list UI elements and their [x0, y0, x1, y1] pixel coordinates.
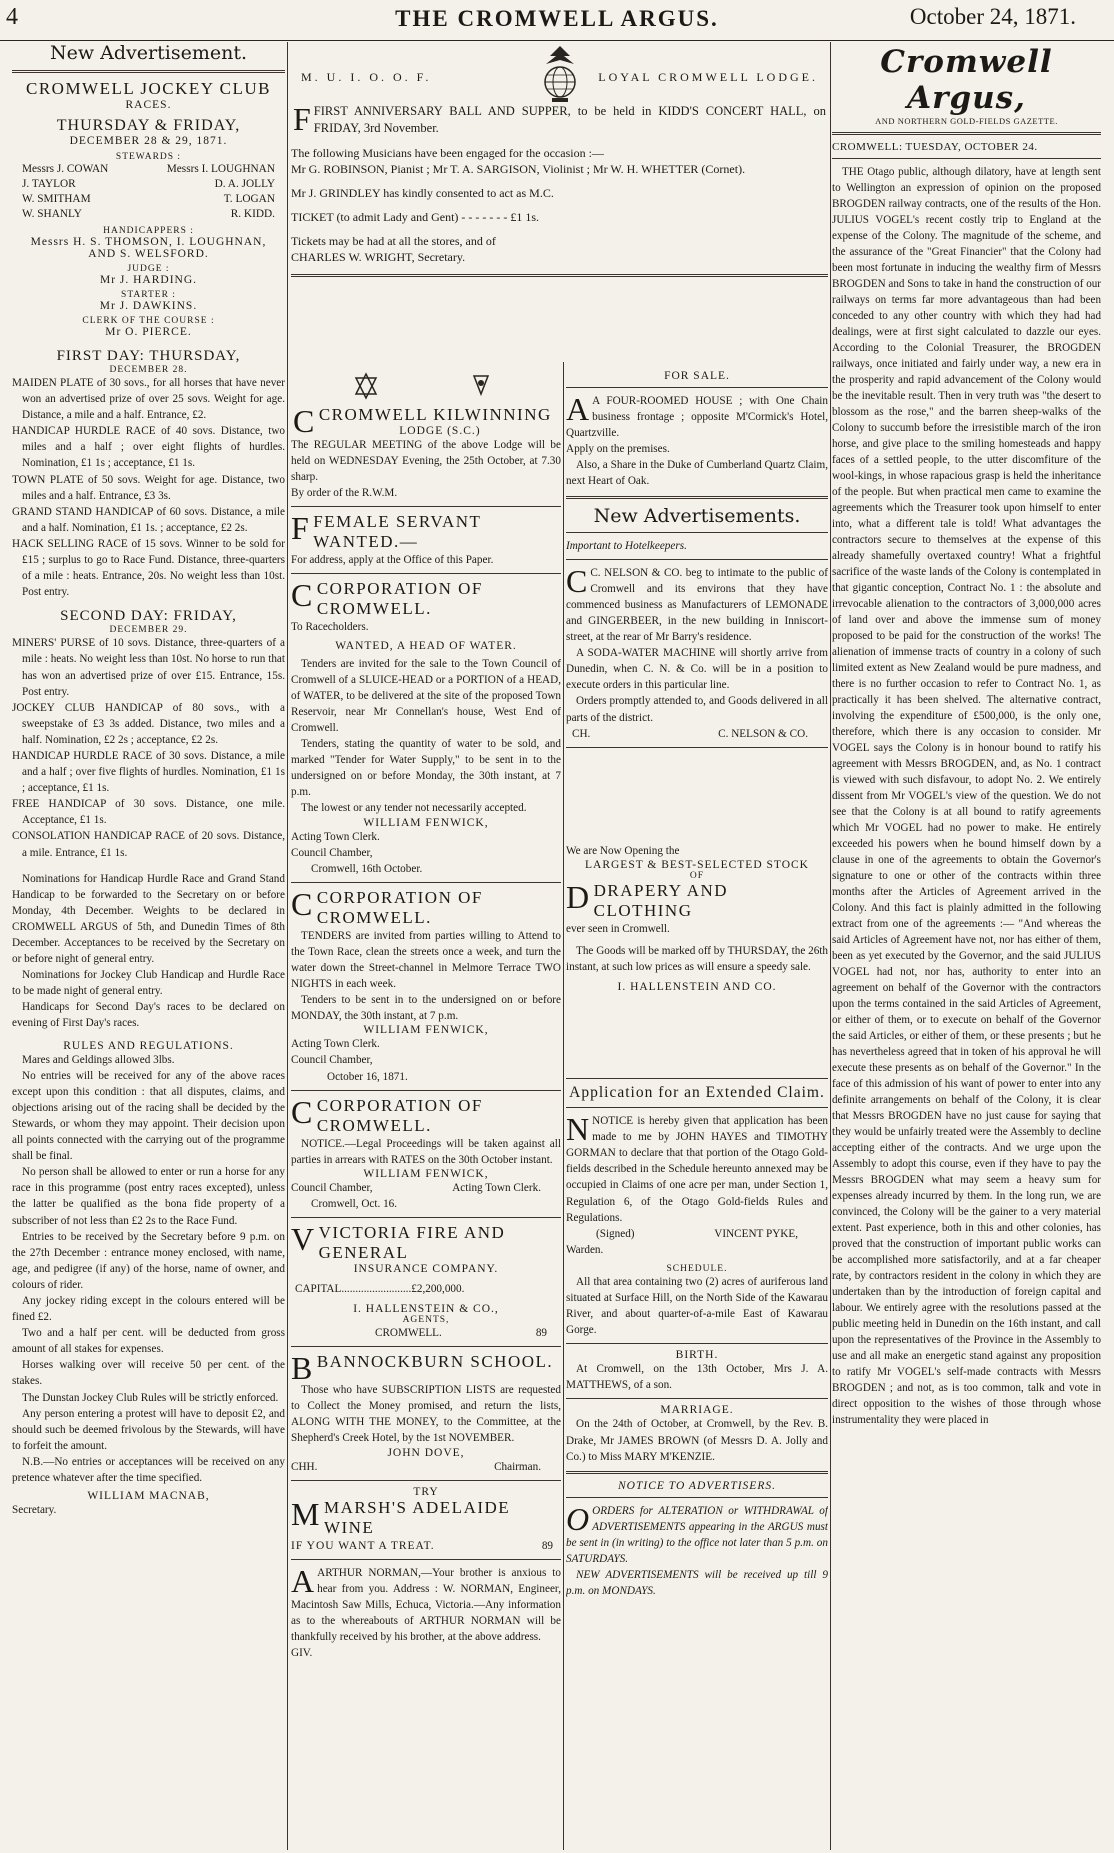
school-tag: CHH.	[291, 1460, 318, 1473]
divider	[566, 1471, 828, 1474]
section-heading: New Advertisement.	[50, 42, 247, 64]
nameplate: Cromwell Argus,	[880, 44, 1053, 116]
marriage-heading: MARRIAGE.	[660, 1404, 734, 1417]
lodge-order: By order of the R.W.M.	[291, 487, 398, 500]
lodge-sub: LODGE (S.C.)	[399, 425, 481, 437]
divider	[832, 158, 1101, 159]
divider	[566, 1078, 828, 1079]
insurance-title	[291, 1223, 561, 1263]
judge-label: JUDGE :	[127, 264, 170, 274]
column-rule	[563, 362, 564, 1850]
corp2-title	[291, 885, 561, 928]
corp3-title	[291, 1093, 561, 1136]
insurance-place: CROMWELL.	[375, 1327, 442, 1340]
notice-text	[566, 1500, 828, 1567]
dropcap: A	[566, 391, 590, 427]
divider	[566, 1343, 828, 1344]
paper-title: THE CROMWELL ARGUS.	[395, 6, 719, 31]
masonic-emblems-icon	[291, 370, 561, 400]
column-1	[12, 42, 285, 1850]
corp1-title-text: CORPORATION OF CROMWELL.	[316, 579, 483, 619]
dropcap: C	[566, 562, 588, 599]
spacer	[566, 753, 828, 843]
divider	[566, 1398, 828, 1399]
nelson-p2: A SODA-WATER MACHINE will shortly arrive from Dunedin, when C. N. & Co. will be in a position to execute orders in this particular line.	[566, 647, 828, 692]
race-entry: HANDICAP HURDLE RACE of 30 sovs. Distance, a mile and a half ; over five flights of hurdles. Nomination, £1 1s ; acceptance, £1 1s.	[12, 749, 285, 795]
order-name: M. U. I. O. O. F.	[301, 70, 432, 84]
school-title	[291, 1350, 561, 1387]
dropcap: C	[291, 885, 314, 922]
divider	[291, 274, 828, 277]
rule: No person shall be allowed to enter or run a horse for any race in this programme (post entry races excepted), unless the latter be qualified as the bona fide property of a subscriber of not less than £2 2s to the Race Fund.	[12, 1166, 285, 1227]
race-entry: MINERS' PURSE of 10 sovs. Distance, three-quarters of a mile : heats. No weight less than 10st. No horse to run that has won an advertised prize of over £15. Entrance, 15s. Post entry.	[12, 637, 285, 698]
schedule-label: SCHEDULE.	[666, 1263, 728, 1274]
nelson-tag: CH.	[572, 727, 591, 740]
corp2-p1: TENDERS are invited from parties willing to Attend to the Town Race, clean the streets once a week, and turn the water down the Street-channel in Melmore Terrace TWO NIGHTS in each week.	[291, 929, 561, 991]
corp1-p3: The lowest or any tender not necessarily accepted.	[301, 802, 527, 815]
rule: No entries will be received for any of the above races except upon this condition : that all disputes, claims, and objections arising out of the racing shall be decided by the Stewards, or whom they may appoint. Their decision upon all points connected with the carrying out of the programme shall be final.	[12, 1069, 285, 1163]
issue-date: October 24, 1871.	[909, 4, 1076, 29]
ball-secretary: CHARLES W. WRIGHT, Secretary.	[291, 250, 466, 265]
race-entry: FREE HANDICAP of 30 sovs. Distance, one mile. Acceptance, £1 1s.	[12, 798, 285, 827]
secretary-signature: WILLIAM MACNAB,	[87, 1490, 210, 1503]
new-ads-heading: New Advertisements.	[593, 504, 801, 527]
stewards-row	[12, 207, 285, 222]
wine-number: 89	[541, 1539, 553, 1552]
sale-share: Also, a Share in the Duke of Cumberland Quartz Claim, next Heart of Oak.	[566, 459, 828, 488]
column-3	[566, 370, 828, 1850]
hotel-heading: Important to Hotelkeepers.	[566, 539, 687, 552]
lodge-text: The REGULAR MEETING of the above Lodge will be held on WEDNESDAY Evening, the 25th October, at 7.30 sharp.	[291, 439, 561, 484]
column-2	[291, 370, 561, 1850]
insurance-title-text: VICTORIA FIRE AND GENERAL	[318, 1223, 506, 1262]
steward: Messrs J. COWAN	[22, 163, 109, 175]
page-number: 4	[6, 4, 18, 30]
handicappers-2: AND S. WELSFORD.	[88, 248, 209, 260]
corp1-title	[291, 579, 561, 619]
divider	[291, 1090, 561, 1091]
ticket-line: TICKET (to admit Lady and Gent) - - - - - - - £1 1s.	[291, 210, 540, 225]
sale-notice	[566, 393, 828, 441]
ball-announcement	[291, 103, 828, 137]
clerk-name: Mr O. PIERCE.	[105, 326, 192, 338]
divider	[291, 1559, 561, 1560]
divider	[291, 1217, 561, 1218]
rules-heading: RULES AND REGULATIONS.	[63, 1039, 234, 1052]
stewards-row	[12, 177, 285, 192]
drapery-stock: LARGEST & BEST-SELECTED STOCK	[585, 858, 809, 871]
norman-text: ARTHUR NORMAN,—Your brother is anxious to hear from you. Address : W. NORMAN, Engineer, Macintosh Saw Mills, Echuca, Victoria.—Any information as to the whereabouts of ARTHUR NORMAN will be thankfully received by his brother, at the above address.	[291, 1566, 561, 1644]
race-entry: CONSOLATION HANDICAP RACE of 20 sovs. Distance, a mile. Entrance, £1 1s.	[12, 830, 285, 859]
steward: W. SMITHAM	[22, 193, 91, 205]
norman-notice	[291, 1562, 561, 1645]
divider	[291, 573, 561, 574]
notice-text-2: NEW ADVERTISEMENTS will be received up till 9 p.m. on MONDAYS.	[566, 1569, 828, 1598]
corp3-place: Council Chamber,	[291, 1181, 373, 1194]
insurance-capital: CAPITAL.........................£2,200,000.	[295, 1283, 465, 1295]
starter-label: STARTER :	[121, 290, 176, 300]
column-rule	[287, 42, 288, 1850]
dropcap: N	[566, 1111, 590, 1148]
wine-title-text: MARSH'S ADELAIDE WINE	[323, 1497, 511, 1537]
drapery-title-text: DRAPERY AND CLOTHING	[593, 880, 729, 920]
school-sig-row	[291, 1459, 561, 1475]
divider	[12, 70, 285, 73]
lodge-name: LOYAL CROMWELL LODGE.	[598, 70, 818, 84]
corp3-signature: WILLIAM FENWICK,	[363, 1167, 489, 1180]
dropcap: B	[291, 1350, 314, 1387]
dropcap: V	[291, 1221, 316, 1257]
divider	[566, 747, 828, 748]
drapery-sub: ever seen in Cromwell.	[566, 922, 670, 935]
corp3-place-row	[291, 1180, 561, 1196]
clerk-label: CLERK OF THE COURSE :	[82, 316, 215, 326]
servant-ad-title	[291, 512, 561, 552]
divider	[566, 387, 828, 388]
dropcap: C	[293, 403, 316, 439]
divider	[566, 559, 828, 560]
claim-text: NOTICE is hereby given that application has been made to me by JOHN HAYES and TIMOTHY GORMAN to declare that that portion of the Otago Gold-fields described in the Schedule hereunto annexed may be occupied in Claims of one acre per man, under Section 1, Regulation 6, of the Otago Gold-fields Rules and Regulations.	[566, 1115, 828, 1224]
nameplate-sub: AND NORTHERN GOLD-FIELDS GAZETTE.	[875, 116, 1058, 126]
corp2-title-text: CORPORATION OF CROMWELL.	[316, 887, 483, 927]
claim-heading: Application for an Extended Claim.	[569, 1084, 825, 1102]
jockey-paragraph: Nominations for Jockey Club Handicap and Hurdle Race to be made night of general entry.	[12, 969, 285, 998]
claim-sig-row	[566, 1226, 828, 1242]
school-title-text: BANNOCKBURN SCHOOL.	[316, 1352, 554, 1372]
school-sig-title: Chairman.	[494, 1460, 541, 1473]
day-2-date: DECEMBER 29.	[109, 625, 188, 636]
wine-try: TRY	[413, 1485, 439, 1498]
dropcap: D	[566, 878, 591, 915]
race-dates: DECEMBER 28 & 29, 1871.	[69, 135, 228, 147]
drapery-open: We are Now Opening the	[566, 844, 680, 857]
steward: J. TAYLOR	[22, 178, 76, 190]
day-2-heading: SECOND DAY: FRIDAY,	[60, 608, 237, 625]
school-signature: JOHN DOVE,	[387, 1446, 465, 1459]
handicappers-1: Messrs H. S. THOMSON, I. LOUGHNAN,	[30, 236, 267, 248]
stewards-list	[12, 162, 285, 222]
insurance-agent: I. HALLENSTEIN & CO.,	[353, 1303, 499, 1316]
rule: Two and a half per cent. will be deducted from gross amount of all stakes for expenses.	[12, 1327, 285, 1356]
stewards-row	[12, 162, 285, 177]
birth-text: At Cromwell, on the 13th October, Mrs J. A. MATTHEWS, of a son.	[566, 1363, 828, 1392]
dropcap: C	[291, 1093, 314, 1130]
nelson-p3: Orders promptly attended to, and Goods delivered in all parts of the district.	[566, 695, 828, 724]
dropcap: M	[291, 1495, 321, 1532]
corp1-p1: Tenders are invited for the sale to the Town Council of Cromwell of a SLUICE-HEAD or a PORTION of a HEAD, of WATER, to be delivered at the site of the proposed Town Reservoir, near Mr Connellan's house, West End of Cromwell.	[291, 657, 561, 734]
mc-line: Mr J. GRINDLEY has kindly consented to act as M.C.	[291, 186, 554, 201]
steward: Messrs I. LOUGHNAN	[166, 163, 275, 175]
steward: R. KIDD.	[230, 208, 275, 220]
dropcap: O	[566, 1500, 590, 1537]
steward: T. LOGAN	[223, 193, 275, 205]
drapery-goods: The Goods will be marked off by THURSDAY, the 26th instant, at such low prices as will ensure a speedy sale.	[566, 944, 828, 973]
servant-text: For address, apply at the Office of this Paper.	[291, 554, 494, 567]
corp2-date: October 16, 1871.	[327, 1070, 408, 1083]
insurance-agents: AGENTS,	[402, 1315, 450, 1326]
nominations-paragraph: Nominations for Handicap Hurdle Race and Grand Stand Handicap to be forwarded to the Secretary on or before Monday, 4th December. Weights to be declared in CROMWELL ARGUS of 5th, and Dunedin Times of 8th December. Acceptances to be received by the Secretary on or before night of general entry.	[12, 872, 285, 966]
claim-sig-title: Warden.	[566, 1243, 604, 1256]
divider	[291, 882, 561, 883]
nelson-p1-text: C. NELSON & CO. beg to intimate to the public of Cromwell and its environs that they have commenced business as Manufacturers of LEMONADE and GINGERBEER, in the new building in Inniscort-street, at the rear of Mr Barry's residence.	[566, 566, 828, 644]
corp1-to: To Racecholders.	[291, 621, 369, 634]
ball-lead: FIRST ANNIVERSARY BALL AND SUPPER, to be held in KIDD'S CONCERT HALL, on FRIDAY, 3rd November.	[313, 104, 826, 135]
corp2-p2: Tenders to be sent in to the undersigned on or before MONDAY, the 30th instant, at 7 p.m.	[291, 994, 561, 1023]
musicians-intro: The following Musicians have been engaged for the occasion :—	[291, 146, 604, 160]
claim-signed: (Signed)	[596, 1227, 635, 1240]
marriage-text: On the 24th of October, at Cromwell, by the Rev. B. Drake, Mr JAMES BROWN (of Messrs D. A. Jolly and Co.) to Miss MARY M'KENZIE.	[566, 1418, 828, 1463]
editorial-text: THE Otago public, although dilatory, have at length sent to Wellington an expression of opinion on the proposed BROGDEN railway contracts, one of the results of the Hon. JULIUS VOGEL's recent costly trip to England at the expense of the Colony. The magnitude of the scheme, and the assurance of the "Great Financier" that the Colony had been most fortunate in inducing the wealthy firm of Messrs BROGDEN and Sons to take in hand the construction of our railways on terms far more advantageous than had been conceded to any other country with which they had had dealings, were at first sight calculated to dazzle our eyes. According to the Colonial Treasurer, the BROGDEN railways, once initiated and fairly under way, a new era in the prosperity and rapid advancement of the Colony would be the inevitable result. Then in very truth was "the desert to blossom as the rose," and the barren sheep-walks of the Colony to succumb before the irresistible march of the iron horse, and give place to the smiling homesteads and happy faces of a settled people, to the utter discomfiture of the wool-kings, in whose rapacious grasp is held the inheritance of the people. But when practical men came to examine the agreements which the Treasurer took upon himself to enter into, what a different tale is told! What advantages the contractors secure to themselves at the expense of this already shamefully overtaxed country! What a frightful sacrifice of the waste lands of the Colony is contemplated in that gigantic conception, Contract No. 1 : the absolute and irrevocable alienation to the contractors of 3,000,000 acres of land over and above the immense sum of money proposed to be paid for the construction of the works! The alienation of immense tracts of country in a colony of such limited extent as New Zealand would be pure madness, and there is no further occasion to refer to Contract No. 1, as practically it has been shelved. The alternative contract, involving the expenditure of £500,000, is the only one, therefore, which there is any occasion to consider. Mr VOGEL says the Colony is in honour bound to ratify his agreement with Messrs BROGDEN, and, as No. 1 contract is viewed with such disfavour, to adopt No. 2. We entirely dissent from Mr VOGEL's view of the question. We do not see that the Colony is at all bound to ratify agreements which Mr VOGEL had no power to make. He entirely exceeded his powers when he bound himself down by a clause in one of the agreements to obtain the Governor's signature to one or other of the contracts within three months after the Articles of Agreement arrived in the Colony. And this fact is plainly admitted in the following extract from one of the agreements :— "And whereas the said Articles of Agreement have not, nor has either of them, been as yet executed by the Governor, and the said JULIUS VOGEL had not, nor has, authority to enter into an agreement on behalf of the Governor with the contractors upon the terms contained in the said Articles of Agreement, or either of them, or to execute on behalf of the Governor the said Articles, or either of them, or these presents ; but he has nevertheless agreed that in token of his approval he will execute these presents as on behalf of the Governor." In the face of this admission of his want of power to enter into any definite arrangements on behalf of the Colony, it is clear that Messrs BROGDEN have no just cause for saying that they would be unfairly treated were the Assembly to decline accepting either of the contracts. And we urge upon the Assembly to adopt this course, even if they have to pay the Messrs BROGDEN what may seem a heavy sum for expenses already incurred by them. In the long run, we are convinced, the Colony will be the gainer to a very material extent. Past experience, both in this and other colonies, has proved that the construction of important public works can be accomplished more satisfactorily, and at a far cheaper rate, by contractors resident in the colony in which they are undertaken than by the introduction of foreign capital and labour. We entirely agree with the resolutions passed at the public meeting held in Dunedin on the 16th instant, and call upon the representatives of the Province in the Assembly to use and all make an energetic stand against any proposition to ratify Mr VOGEL's self-made contracts with Messrs BROGDEN ; and not, as is too common, talk and vote in direct opposition to the wishes of those through whose instrumentality they were placed in	[832, 166, 1101, 1426]
nelson-sig-row	[566, 726, 828, 742]
divider	[291, 1480, 561, 1481]
tickets-from: Tickets may be had at all the stores, and of	[291, 234, 496, 249]
editorial-dateline: CROMWELL: TUESDAY, OCTOBER 24.	[832, 141, 1038, 153]
corp3-p1: NOTICE.—Legal Proceedings will be taken against all parties in arrears with RATES on the 30th October instant.	[291, 1137, 561, 1166]
divider	[291, 506, 561, 507]
corp2-place: Council Chamber,	[291, 1054, 373, 1067]
musicians-list: Mr G. ROBINSON, Pianist ; Mr T. A. SARGISON, Violinist ; Mr W. H. WHETTER (Cornet).	[291, 162, 746, 177]
wine-title	[291, 1495, 561, 1538]
rule: The Dunstan Jockey Club Rules will be strictly enforced.	[22, 1391, 279, 1404]
rule: Any person entering a protest will have to deposit £2, and should such be deemed frivolous by the Stewards, will have to forfeit the amount.	[12, 1407, 285, 1452]
steward: W. SHANLY	[22, 208, 82, 220]
drapery-title	[566, 878, 828, 921]
stewards-label: STEWARDS :	[115, 152, 182, 162]
corp3-title-text: CORPORATION OF CROMWELL.	[316, 1095, 483, 1135]
column-4	[832, 42, 1101, 1850]
lodge-tags	[291, 70, 828, 85]
corp1-head: WANTED, A HEAD OF WATER.	[335, 639, 517, 652]
divider	[566, 496, 828, 499]
divider	[291, 1346, 561, 1347]
race-entry: JOCKEY CLUB HANDICAP of 80 sovs., with a sweepstake of £3 3s added. Distance, two miles and a half. Nomination, £2 2s ; acceptance, £2 2s.	[12, 701, 285, 746]
race-entry: MAIDEN PLATE of 30 sovs., for all horses that have never won an advertised prize of over 25 sovs. Weight for age. Distance, a mile and a half. Entrance, £2.	[12, 377, 285, 422]
races-label: RACES.	[125, 99, 172, 111]
norman-tag: GIV.	[291, 1647, 313, 1660]
day-1-date: DECEMBER 28.	[109, 365, 188, 375]
insurance-sub: INSURANCE COMPANY.	[353, 1263, 499, 1275]
rule: Entries to be received by the Secretary before 9 p.m. on the 27th December : entrance money enclosed, with name, age, and pedigree (if any) of the horse, name of owner, and colours of rider.	[12, 1230, 285, 1291]
column-rule	[830, 42, 831, 1850]
insurance-number: 89	[535, 1327, 547, 1340]
oddfellows-ad	[291, 42, 828, 362]
divider	[832, 132, 1101, 135]
nelson-signature: C. NELSON & CO.	[718, 727, 808, 740]
spacer	[566, 993, 828, 1073]
judge-name: Mr J. HARDING.	[99, 274, 198, 286]
divider	[566, 1497, 828, 1498]
lodge-title-text: CROMWELL KILWINNING	[318, 405, 552, 424]
dropcap: C	[291, 577, 314, 614]
race-entry: TOWN PLATE of 50 sovs. Weight for age. Distance, two miles and a half. Entrance, £3 3s.	[12, 473, 285, 502]
race-entry: HACK SELLING RACE of 15 sovs. Winner to be sold for £15 ; surplus to go to Race Fund. Distance, three-quarters of a mile : heats. Entrance, 20s. No weight less than 10st. Post entry.	[12, 537, 285, 599]
dropcap: A	[291, 1562, 315, 1599]
race-entry: HANDICAP HURDLE RACE of 40 sovs. Distance, two miles and a half ; over eight flights of hurdles. Nomination, £1 1s ; acceptance, £1 1s.	[12, 425, 285, 470]
notice-heading: NOTICE TO ADVERTISERS.	[618, 1479, 776, 1492]
secretary-title: Secretary.	[12, 1504, 57, 1517]
school-text: Those who have SUBSCRIPTION LISTS are requested to Collect the Money promised, and return the lists, ALONG WITH THE MONEY, to the Committee, at the Shepherd's Creek Hotel, by the 1st NOVEMBER.	[291, 1384, 561, 1445]
divider	[566, 1107, 828, 1108]
sale-heading: FOR SALE.	[664, 370, 730, 382]
rule: N.B.—No entries or acceptances will be received on any pretence whatever after the time specified.	[12, 1455, 285, 1484]
claim-signature: VINCENT PYKE,	[714, 1227, 798, 1240]
corp1-place: Council Chamber,	[291, 846, 373, 859]
stewards-row	[12, 192, 285, 207]
schedule-text: All that area containing two (2) acres of auriferous land situated at Surface Hill, on the North Side of the Kawarau River, and about quarter-of-a-mile East of Kawarau Gorge.	[566, 1275, 828, 1337]
servant-title-text: FEMALE SERVANT WANTED.—	[313, 512, 482, 552]
corp1-date: Cromwell, 16th October.	[311, 862, 423, 875]
handicappers-label: HANDICAPPERS :	[103, 226, 194, 236]
nelson-p1	[566, 562, 828, 645]
drapery-of: OF	[689, 870, 705, 881]
dropcap: F	[291, 510, 311, 547]
race-days: THURSDAY & FRIDAY,	[56, 117, 241, 134]
second-day-paragraph: Handicaps for Second Day's races to be declared on evening of First Day's races.	[12, 1001, 285, 1030]
sale-apply: Apply on the premises.	[566, 443, 670, 456]
corp1-sig-title: Acting Town Clerk.	[291, 830, 380, 843]
starter-name: Mr J. DAWKINS.	[99, 300, 198, 312]
drapery-signature: I. HALLENSTEIN AND CO.	[617, 981, 777, 994]
day-1-heading: FIRST DAY: THURSDAY,	[56, 348, 241, 364]
club-title: CROMWELL JOCKEY CLUB	[25, 79, 271, 98]
rule: Any jockey riding except in the colours entered will be fined £2.	[12, 1294, 285, 1324]
steward: D. A. JOLLY	[214, 178, 275, 190]
dropcap: F	[293, 101, 311, 137]
rule: Horses walking over will receive 50 per cent. of the stakes.	[12, 1359, 285, 1388]
wine-sub: IF YOU WANT A TREAT.	[291, 1539, 435, 1552]
race-entry: GRAND STAND HANDICAP of 60 sovs. Distance, a mile and a half. Nomination, £1 1s. ; acceptance, £2 2s.	[12, 505, 285, 534]
corp3-date: Cromwell, Oct. 16.	[311, 1197, 398, 1210]
divider	[566, 532, 828, 533]
birth-heading: BIRTH.	[675, 1349, 719, 1362]
claim-notice	[566, 1113, 828, 1226]
insurance-place-row	[291, 1325, 561, 1341]
masthead	[0, 0, 1114, 41]
sale-text: A FOUR-ROOMED HOUSE ; with One Chain business frontage ; opposite M'Cormick's Hotel, Quartzville.	[566, 395, 828, 440]
rule: Mares and Geldings allowed 3lbs.	[22, 1053, 175, 1066]
corp1-p2: Tenders, stating the quantity of water to be sold, and marked "Tender for Water Supply," to be sent in to the undersigned on or before Monday, the 30th instant, at 7 p.m.	[291, 738, 561, 799]
corp3-sig-title: Acting Town Clerk.	[452, 1181, 541, 1194]
wine-sub-row	[291, 1538, 561, 1554]
corp2-sig-title: Acting Town Clerk.	[291, 1038, 380, 1051]
corp1-signature: WILLIAM FENWICK,	[363, 816, 489, 829]
corp2-signature: WILLIAM FENWICK,	[363, 1024, 489, 1037]
notice-text-body: ORDERS for ALTERATION or WITHDRAWAL of ADVERTISEMENTS appearing in the ARGUS must be sent in (in writing) to the office not later than 5 p.m. on SATURDAYS.	[566, 1504, 828, 1566]
